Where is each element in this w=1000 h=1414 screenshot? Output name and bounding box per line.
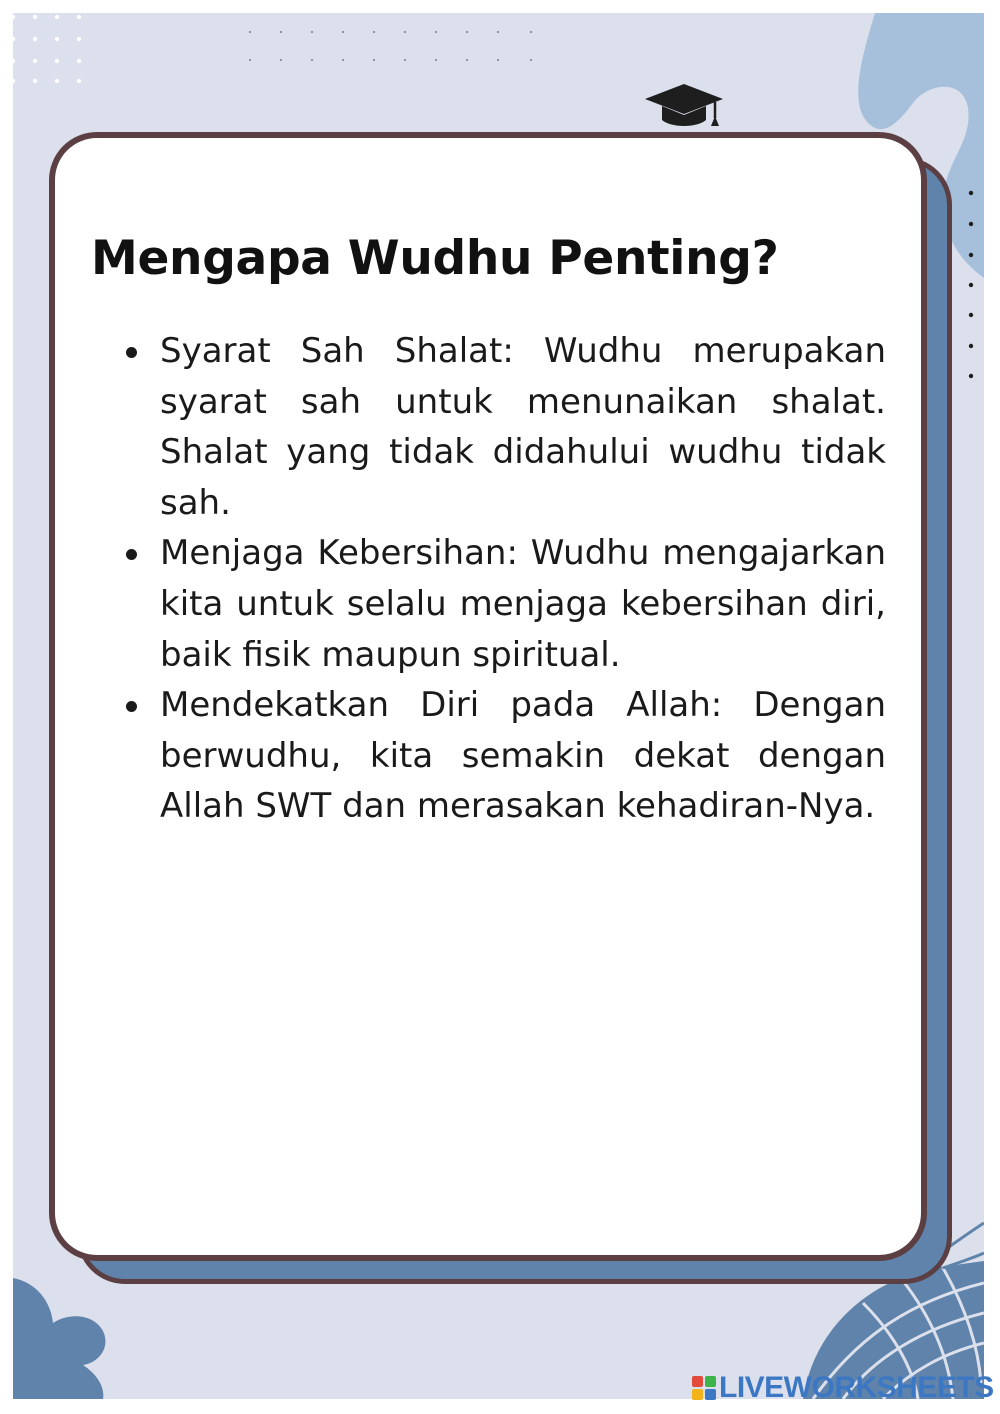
list-item — [160, 680, 886, 832]
list-item — [160, 326, 886, 528]
dot-grid-top-left — [13, 15, 81, 83]
page-title: Mengapa Wudhu Penting? — [91, 231, 779, 286]
list-item — [160, 528, 886, 680]
graduation-cap-icon — [643, 82, 725, 132]
key-points-list — [160, 326, 886, 832]
bullet-icon — [126, 347, 137, 358]
leaf-bottom-left — [13, 1278, 105, 1399]
watermark-text: LIVEWORKSHEETS — [719, 1371, 994, 1404]
list-item-text: Menjaga Kebersihan: Wudhu mengajarkan kita untuk selalu menjaga kebersihan diri, baik fisik maupun spiritual. — [160, 533, 886, 675]
liveworksheets-watermark[interactable] — [692, 1372, 994, 1404]
liveworksheets-logo-icon — [692, 1376, 716, 1400]
dot-row-top — [249, 31, 532, 61]
list-item-text: Mendekatkan Diri pada Allah: Dengan berwudhu, kita semakin dekat dengan Allah SWT dan merasakan kehadiran-Nya. — [160, 685, 886, 827]
list-item-text: Syarat Sah Shalat: Wudhu merupakan syarat sah untuk menunaikan shalat. Shalat yang tidak didahului wudhu tidak sah. — [160, 331, 886, 523]
